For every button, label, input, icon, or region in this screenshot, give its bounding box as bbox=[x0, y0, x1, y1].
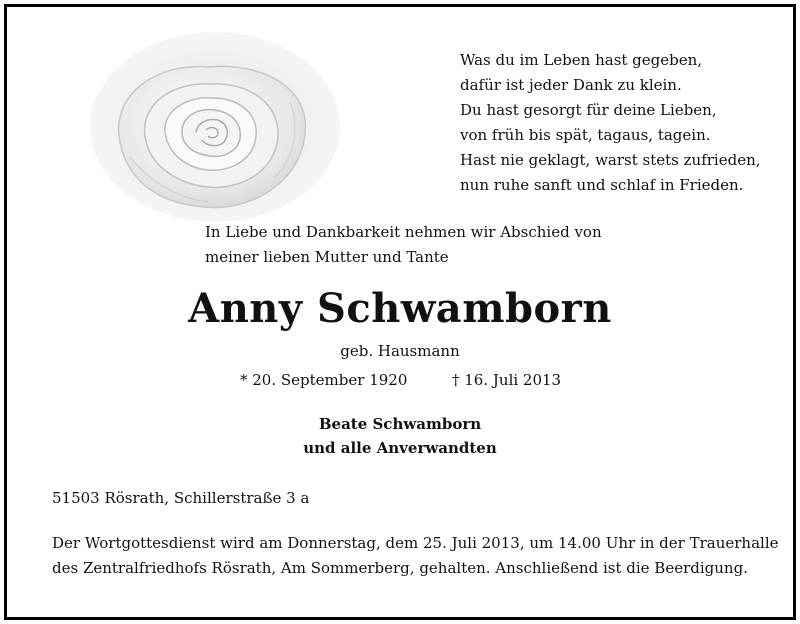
intro-line: meiner lieben Mutter und Tante bbox=[205, 248, 449, 266]
birth-date: * 20. September 1920 bbox=[240, 371, 408, 389]
mourners bbox=[0, 412, 800, 460]
address: 51503 Rösrath, Schillerstraße 3 a bbox=[52, 489, 310, 507]
poem-line: Du hast gesorgt für deine Lieben, bbox=[460, 101, 717, 119]
intro-line: In Liebe und Dankbarkeit nehmen wir Abschied von bbox=[205, 223, 602, 241]
deceased-name: Anny Schwamborn bbox=[188, 285, 612, 332]
poem-line: von früh bis spät, tagaus, tagein. bbox=[460, 126, 711, 144]
intro-text bbox=[205, 220, 602, 270]
maiden-name: geb. Hausmann bbox=[340, 342, 460, 360]
service-notice bbox=[52, 531, 779, 581]
poem bbox=[460, 48, 761, 198]
service-line: des Zentralfriedhofs Rösrath, Am Sommerberg, gehalten. Anschließend ist die Beerdigung. bbox=[52, 559, 748, 577]
poem-line: Hast nie geklagt, warst stets zufrieden, bbox=[460, 151, 761, 169]
poem-line: Was du im Leben hast gegeben, bbox=[460, 51, 703, 69]
rose-flower-icon bbox=[90, 32, 340, 222]
poem-line: dafür ist jeder Dank zu klein. bbox=[460, 76, 682, 94]
poem-line: nun ruhe sanft und schlaf in Frieden. bbox=[460, 176, 744, 194]
mourner-line: und alle Anverwandten bbox=[303, 439, 497, 457]
mourner-line: Beate Schwamborn bbox=[318, 415, 482, 433]
death-date: † 16. Juli 2013 bbox=[452, 371, 562, 389]
service-line: Der Wortgottesdienst wird am Donnerstag, dem 25. Juli 2013, um 14.00 Uhr in der Trauerhalle bbox=[52, 534, 779, 552]
